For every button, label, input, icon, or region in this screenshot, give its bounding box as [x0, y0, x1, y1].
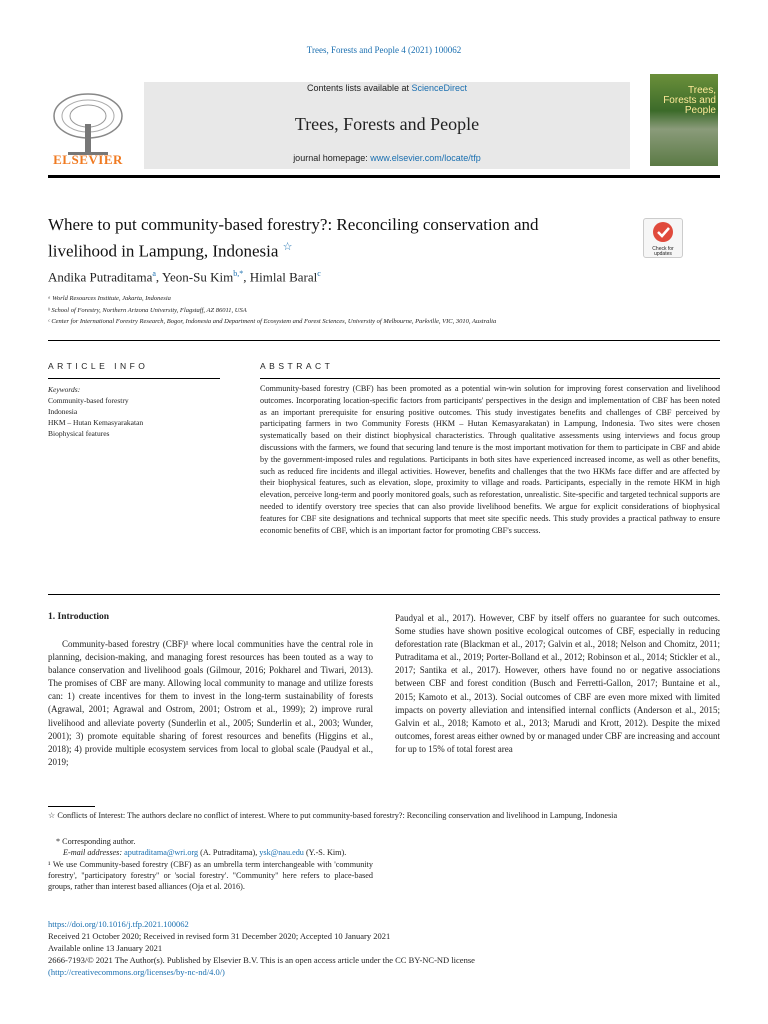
- doi-text[interactable]: https://doi.org/10.1016/j.tfp.2021.100062: [48, 919, 189, 929]
- body-rule: [48, 594, 720, 595]
- keyword: HKM – Hutan Kemasyarakatan: [48, 418, 144, 427]
- homepage-link[interactable]: www.elsevier.com/locate/tfp: [370, 153, 481, 163]
- received-dates: Received 21 October 2020; Received in revised form 31 December 2020; Accepted 10 January 2021: [48, 931, 391, 941]
- section-rule: [48, 340, 720, 341]
- author-affil-mark[interactable]: c: [317, 269, 321, 278]
- keyword: Community-based forestry: [48, 396, 129, 405]
- footnote-emails: [63, 847, 735, 858]
- crossmark-label: Check for updates: [652, 246, 674, 257]
- email-link[interactable]: aputraditama@wri.org: [124, 848, 199, 857]
- abstract-heading: ABSTRACT: [260, 361, 334, 371]
- intro-left-text: Community-based forestry (CBF)¹ where local communities have the central role in planning, decision-making, and managing forest resources has been touted as a way to balance conservation and livelihood goals (Gilmour, 2016; Pokharel and Tiwari, 2013). The promises of CBF are many. Allowing local community to manage and utilize forests can: 1) create incentives for them to invest in the long-term sustainability of forests (Agrawal, 2001; Agrawal and Ostrom, 2001; Ostrom et al., 1999); 2) improve rural livelihood and alleviate poverty (Sunderlin et al., 2005; Sunderlin et al., 2003; Wunder, 2001); 3) promote equitable sharing of forest resources and benefits (Higgins et al., 2018); 4) provide multiple ecosystem services from local to global scale (Paudyal et al., 2019;: [48, 639, 373, 767]
- keyword: Biophysical features: [48, 429, 110, 438]
- affiliation: ᵇ School of Forestry, Northern Arizona University, Flagstaff, AZ 86011, USA: [48, 307, 247, 314]
- keyword: Indonesia: [48, 407, 78, 416]
- abstract-text: Community-based forestry (CBF) has been promoted as a potential win-win solution for improving forest conservation and livelihood outcomes. Incorporating location-specific factors from participants' perspectives in the design and implementation of CBF has been noted as an important prerequisite for ensuring positive outcomes. This study investigates benefits and challenges of CBF perceived by participating farmers in two Community Forests (HKM – Hutan Kemasyarakatan) in Lampung, Indonesia. Two sites were chosen systematically based on their distinct biophysical characteristics. Through qualitative assessments using interviews and focus group discussions with the farmers, we found that securing land tenure is the most important motivation for them to participate in CBF and abide by the government-imposed rules and regulations. Participants in both sites have experienced increased income, as well as other benefits, such as reduced fire incidents and illegal activities. However, benefits and challenges that the two HKMs face differ and are affected by their biophysical features, such as elevation, slope, proximity to village and roads. Participants, especially in the remote HKM in high elevation, perceive long-term and poorly monitored goals, such as reforestation, unrealistic. Site-specific and targeted technical supports are needed to identify overstory tree species that can also provide livelihood benefits. We argue for explicit considerations of biophysical features for CBF site designations and technical supports that meet site specific needs. This study provides a practical pathway to ensure economic benefits of CBF, which is an important factor for promoting CBF's success.: [260, 384, 720, 535]
- license-statement: 2666-7193/© 2021 The Author(s). Published by Elsevier B.V. This is an open access article under the CC BY-NC-ND license: [48, 955, 475, 965]
- license-url-text[interactable]: (http://creativecommons.org/licenses/by-nc-nd/4.0/): [48, 967, 225, 977]
- publisher-wordmark: ELSEVIER: [53, 152, 123, 167]
- author-name[interactable]: Himlal Baral: [249, 269, 318, 285]
- running-head[interactable]: Trees, Forests and People 4 (2021) 100062: [306, 45, 462, 55]
- intro-heading: 1. Introduction: [48, 612, 110, 622]
- article-title-text: Where to put community-based forestry?: Reconciling conservation and livelihood in Lampung, Indonesia: [48, 215, 539, 261]
- crossmark-icon: [644, 219, 682, 247]
- article-title: [48, 213, 608, 263]
- article-info-rule: [48, 378, 220, 379]
- article-info-heading: ARTICLE INFO: [48, 361, 149, 371]
- affiliation: ᶜ Center for International Forestry Research, Bogor, Indonesia and Department of Ecosystem and Forest Sciences, University of Melbourne, Parkville, VIC, 3010, Australia: [48, 318, 497, 325]
- crossmark-badge[interactable]: [643, 218, 683, 258]
- doi-link[interactable]: [48, 919, 720, 931]
- author-name[interactable]: Andika Putraditama: [48, 269, 153, 285]
- affiliation: ᵃ World Resources Institute, Jakarta, Indonesia: [48, 295, 171, 302]
- author-list: Andika Putraditama$^a$, Yeon-Su Kim$^{b,*}$, Himlal Baral$^c$: [48, 269, 321, 285]
- journal-title: Trees, Forests and People: [294, 114, 480, 134]
- email-owner: (Y.-S. Kim).: [303, 848, 347, 857]
- email-label: E-mail addresses:: [63, 848, 125, 857]
- intro-column-right: Paudyal et al., 2017). However, CBF by itself offers no guarantee for such outcomes. Some studies have shown positive ecological outcomes of CBF, especially in reducing deforestation rate (Blackman et al., 2017; Galvin et al., 2018; Nelson and Chomitz, 2011; Putraditama et al., 2019; Porter-Bolland et al., 2012; Robinson et al., 2014; Stickler et al., 2017; Santika et al., 2017). However, others have found no or negative associations between CBF and forest condition (Busch and Ferretti-Gallon, 2017; Buntaine et al., 2015; Kamoto et al., 2013). Social outcomes of CBF are even more mixed with limited impacts on poverty alleviation and intensified internal conflicts (Anderson et al., 2015; Galvin et al., 2018; Kamoto et al., 2013; Marudi and Krott, 2012). Despite the mixed outcomes, forest areas either owned by or managed under CBF are increasing and account for up to 15% of total forest area: [395, 613, 720, 754]
- author-name[interactable]: Yeon-Su Kim: [161, 269, 234, 285]
- footnote-conflict: ☆ Conflicts of Interest: The authors declare no conflict of interest. Where to put community-based forestry?: Reconciling conservation and livelihood in Lampung, Indonesia: [48, 811, 618, 820]
- contents-line: [144, 83, 630, 93]
- license-url[interactable]: [48, 967, 720, 979]
- email-owner: (A. Putraditama),: [198, 848, 260, 857]
- sciencedirect-link[interactable]: ScienceDirect: [411, 83, 468, 93]
- abstract-rule: [260, 378, 720, 379]
- footnote-corresponding: * Corresponding author.: [56, 837, 136, 846]
- journal-homepage: [144, 153, 630, 163]
- author-affil-mark[interactable]: a: [152, 269, 156, 278]
- keywords-label: Keywords:: [48, 385, 81, 394]
- title-footnote-mark[interactable]: ☆: [282, 241, 293, 253]
- intro-column-left: [48, 638, 373, 769]
- footnote-rule: [48, 806, 95, 807]
- available-online: Available online 13 January 2021: [48, 943, 163, 953]
- contents-prefix: Contents lists available at: [306, 83, 412, 93]
- email-link[interactable]: ysk@nau.edu: [259, 848, 304, 857]
- header-rule: [48, 175, 720, 178]
- author-affil-mark[interactable]: b,*: [233, 269, 244, 278]
- homepage-prefix: journal homepage:: [293, 153, 371, 163]
- footnote-cbf-term: ¹ We use Community-based forestry (CBF) as an umbrella term interchangeable with 'community forestry', "participatory forestry" or 'social forestry'. "Community" here refers to place-based groups, rather than interest based alliances (Oja et al. 2016).: [48, 860, 373, 891]
- cover-title: Trees, Forests and People: [663, 85, 716, 116]
